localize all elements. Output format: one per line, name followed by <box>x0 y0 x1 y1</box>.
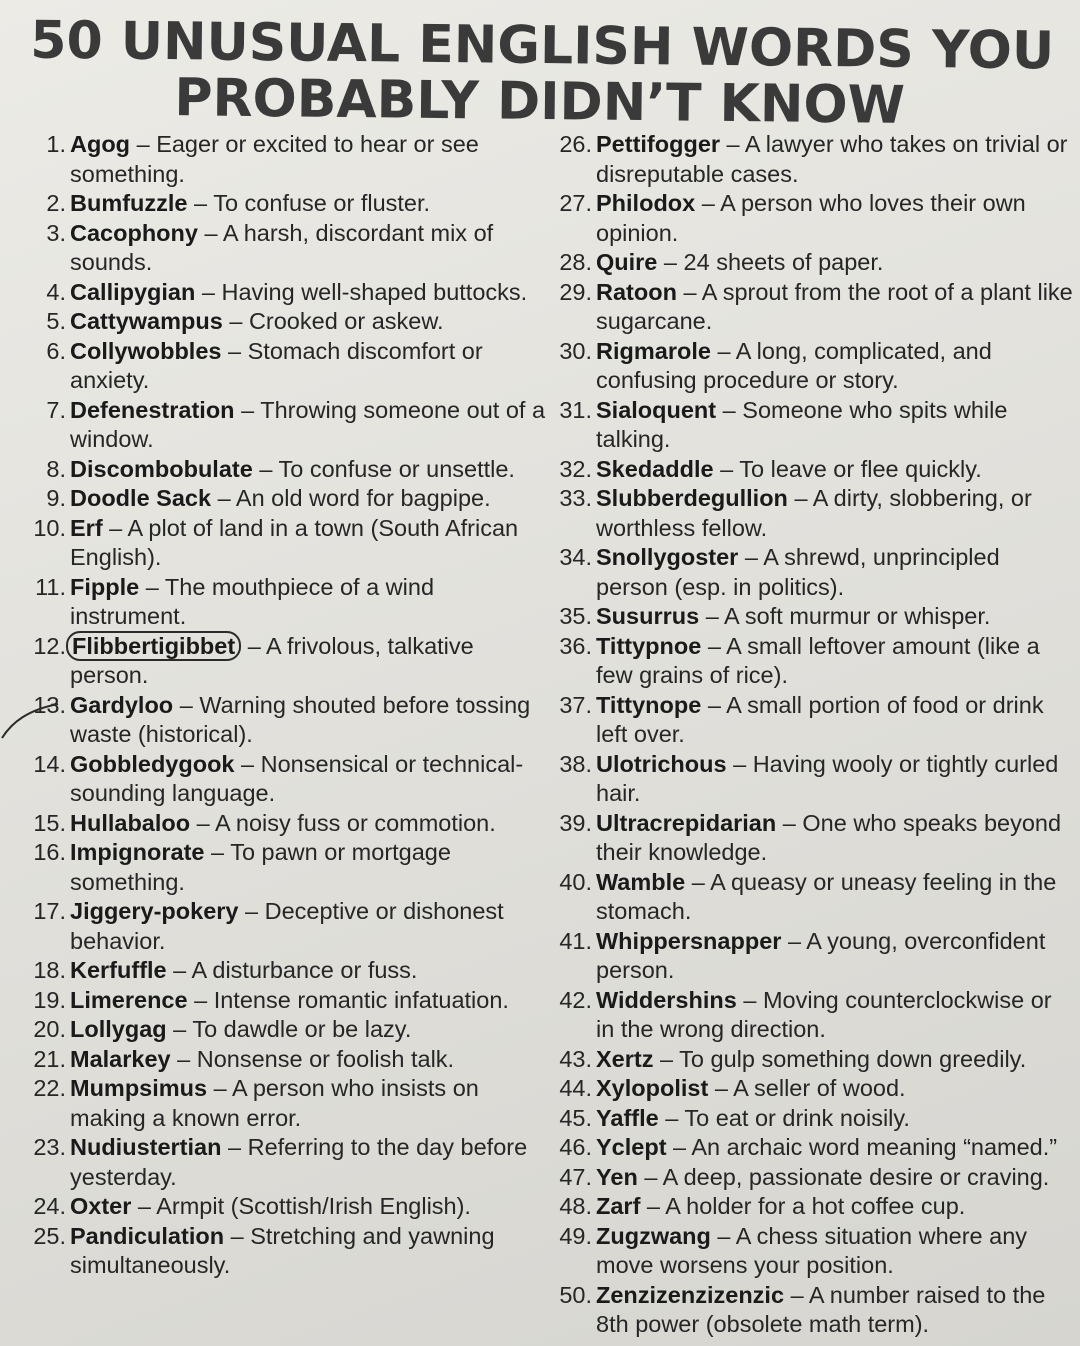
entry-definition: A small leftover amount (like a few grains of rice). <box>596 632 1040 688</box>
entry-definition: Moving counterclockwise or in the wrong direction. <box>596 986 1052 1042</box>
entry-number: 42. <box>559 986 592 1013</box>
entry-number: 3. <box>46 219 66 246</box>
entry-dash: – <box>221 337 248 364</box>
word-entry <box>548 455 1076 485</box>
entry-number: 12. <box>33 632 66 659</box>
entry-definition: Stretching and yawning simultaneously. <box>70 1222 495 1278</box>
entry-number: 44. <box>559 1075 592 1101</box>
entry-word: Lollygag <box>70 1016 167 1042</box>
entry-definition: To confuse or fluster. <box>213 190 431 216</box>
word-entry <box>22 278 552 308</box>
pen-underline-mark <box>0 700 60 740</box>
entry-word: Fipple <box>70 573 140 600</box>
entry-definition: A chess situation where any move worsens your position. <box>596 1222 1028 1278</box>
entry-dash: – <box>211 485 236 511</box>
entry-dash: – <box>207 1075 232 1101</box>
entry-dash: – <box>708 1075 734 1101</box>
entry-number: 35. <box>559 603 592 629</box>
entry-dash: – <box>187 986 214 1013</box>
entry-dash: – <box>713 455 740 482</box>
entry-dash: – <box>701 691 727 718</box>
entry-number: 2. <box>46 190 66 216</box>
entry-definition: A plot of land in a town (South African English). <box>70 514 519 570</box>
entry-definition: Having wooly or tightly curled hair. <box>596 750 1059 806</box>
entry-word: Yclept <box>596 1134 667 1160</box>
entry-dash: – <box>190 809 215 836</box>
entry-word: Nudiustertian <box>70 1134 222 1160</box>
entry-word: Zenzizenzizenzic <box>596 1281 785 1308</box>
entry-definition: One who speaks beyond their knowledge. <box>596 809 1062 865</box>
word-entry <box>22 307 552 337</box>
word-entry <box>548 602 1076 632</box>
entry-dash: – <box>784 1281 809 1308</box>
word-entry <box>22 632 552 691</box>
word-entry <box>22 1133 552 1192</box>
word-entry <box>22 219 552 278</box>
entry-dash: – <box>699 603 725 629</box>
entry-word: Philodox <box>596 190 696 216</box>
entry-dash: – <box>776 809 803 836</box>
entry-definition: A frivolous, talkative person. <box>70 632 474 688</box>
word-entry <box>22 1045 552 1075</box>
entry-number: 37. <box>559 691 592 718</box>
entry-definition: An old word for bagpipe. <box>235 485 491 511</box>
entry-word: Impignorate <box>70 839 205 865</box>
word-entry <box>548 1133 1076 1163</box>
entry-word: Mumpsimus <box>70 1075 208 1101</box>
entry-definition: Referring to the day before yesterday. <box>70 1134 528 1190</box>
entry-word: Zugzwang <box>596 1222 711 1249</box>
word-entry <box>548 484 1076 543</box>
entry-word: Doodle Sack <box>70 485 212 511</box>
entry-word: Slubberdegullion <box>596 485 788 511</box>
entry-word: Collywobbles <box>70 337 222 364</box>
entry-number: 32. <box>559 455 592 482</box>
word-entry <box>548 927 1076 986</box>
entry-word: Ultracrepidarian <box>596 809 777 836</box>
entry-number: 22. <box>33 1075 66 1101</box>
word-entry <box>22 1074 552 1133</box>
entry-dash: – <box>234 396 261 423</box>
entry-definition: A seller of wood. <box>733 1075 906 1101</box>
word-entry <box>22 455 552 485</box>
entry-definition: Someone who spits while talking. <box>596 396 1008 452</box>
entry-number: 14. <box>33 750 66 777</box>
entry-dash: – <box>701 632 727 659</box>
word-entry <box>548 130 1076 189</box>
entry-dash: – <box>204 839 231 865</box>
entry-number: 4. <box>46 278 66 305</box>
entry-number: 16. <box>33 839 66 865</box>
entry-word: Cacophony <box>70 219 198 246</box>
word-entry <box>22 956 552 986</box>
entry-number: 29. <box>559 278 592 305</box>
entry-dash: – <box>640 1193 666 1219</box>
word-entry <box>22 484 552 514</box>
word-entry <box>548 868 1076 927</box>
entry-word: Bumfuzzle <box>70 190 188 216</box>
entry-word: Hullabaloo <box>70 809 191 836</box>
word-entry <box>22 986 552 1016</box>
left-word-list <box>22 130 552 1281</box>
word-entry <box>548 1045 1076 1075</box>
entry-word: Discombobulate <box>70 455 253 482</box>
word-entry <box>548 278 1076 337</box>
entry-dash: – <box>695 190 721 216</box>
entry-dash: – <box>736 986 763 1013</box>
entry-definition: A person who insists on making a known error. <box>70 1075 479 1131</box>
entry-dash: – <box>710 337 736 364</box>
word-entry <box>22 1192 552 1222</box>
entry-word: Tittypnoe <box>596 632 702 659</box>
entry-definition: A harsh, discordant mix of sounds. <box>70 219 494 275</box>
entry-number: 13. <box>33 691 66 718</box>
word-entry <box>548 543 1076 602</box>
word-entry <box>22 1015 552 1045</box>
entry-word: Ulotrichous <box>596 750 727 777</box>
entry-definition: 24 sheets of paper. <box>683 249 884 275</box>
entry-number: 10. <box>33 514 66 541</box>
entry-dash: – <box>720 131 745 157</box>
word-entry <box>548 396 1076 455</box>
word-entry <box>22 573 552 632</box>
entry-definition: Nonsensical or technical-sounding language. <box>70 750 524 806</box>
entry-dash: – <box>130 131 157 157</box>
entry-number: 23. <box>33 1134 66 1160</box>
entry-dash: – <box>252 455 279 482</box>
entry-word: Erf <box>70 514 103 541</box>
entry-word: Defenestration <box>70 396 235 423</box>
entry-word: Whippersnapper <box>596 927 782 954</box>
entry-number: 49. <box>559 1222 592 1249</box>
entry-dash: – <box>238 898 265 924</box>
entry-word: Susurrus <box>596 603 700 629</box>
word-entry <box>22 337 552 396</box>
entry-word: Callipygian <box>70 278 196 305</box>
entry-dash: – <box>195 278 222 305</box>
entry-dash: – <box>131 1193 157 1219</box>
word-entry <box>548 691 1076 750</box>
word-entry <box>22 691 552 750</box>
word-entry <box>22 1222 552 1281</box>
word-entry <box>548 189 1076 248</box>
entry-word: Gardyloo <box>70 691 174 718</box>
entry-number: 1. <box>46 131 66 157</box>
entry-definition: To gulp something down greedily. <box>679 1045 1027 1072</box>
entry-word: Malarkey <box>70 1045 171 1072</box>
entry-word: Sialoquent <box>596 396 717 423</box>
entry-word: Pettifogger <box>596 131 721 157</box>
entry-number: 46. <box>559 1134 592 1160</box>
word-entry <box>22 750 552 809</box>
word-entry <box>548 1222 1076 1281</box>
entry-word: Kerfuffle <box>70 957 167 983</box>
entry-number: 40. <box>559 868 592 895</box>
entry-number: 31. <box>559 396 592 423</box>
entry-number: 6. <box>46 337 66 364</box>
entry-definition: To eat or drink noisily. <box>684 1104 910 1131</box>
entry-number: 45. <box>559 1104 592 1131</box>
entry-definition: To leave or flee quickly. <box>739 455 982 482</box>
entry-number: 30. <box>559 337 592 364</box>
entry-number: 15. <box>33 809 66 836</box>
entry-number: 5. <box>46 308 66 334</box>
entry-word: Quire <box>596 249 658 275</box>
entry-word: Xertz <box>596 1045 654 1072</box>
entry-dash: – <box>716 396 743 423</box>
entry-number: 50. <box>559 1281 592 1308</box>
entry-word: Gobbledygook <box>70 750 235 777</box>
entry-number: 7. <box>46 396 66 423</box>
entry-number: 34. <box>559 544 592 570</box>
entry-number: 39. <box>559 809 592 836</box>
entry-dash: – <box>221 1134 248 1160</box>
word-entry <box>22 809 552 839</box>
entry-word: Tittynope <box>596 691 702 718</box>
entry-definition: A soft murmur or whisper. <box>724 603 991 629</box>
word-entry <box>22 130 552 189</box>
entry-dash: – <box>726 750 753 777</box>
word-entry <box>548 750 1076 809</box>
entry-number: 20. <box>33 1016 66 1042</box>
entry-definition: To dawdle or be lazy. <box>192 1016 412 1042</box>
entry-dash: – <box>241 632 267 659</box>
entry-dash: – <box>653 1045 680 1072</box>
entry-dash: – <box>738 544 764 570</box>
entry-definition: A number raised to the 8th power (obsolete math term). <box>596 1281 1046 1337</box>
entry-dash: – <box>234 750 261 777</box>
page-title <box>29 10 1055 136</box>
title-line-1: 50 UNUSUAL ENGLISH WORDS YOU <box>30 10 1055 82</box>
entry-dash: – <box>637 1163 663 1190</box>
entry-definition: An archaic word meaning “named.” <box>691 1134 1058 1160</box>
entry-word: Cattywampus <box>70 308 223 334</box>
entry-number: 9. <box>46 485 66 511</box>
entry-definition: A holder for a hot coffee cup. <box>665 1193 966 1219</box>
entry-dash: – <box>166 957 192 983</box>
word-entry <box>548 337 1076 396</box>
entry-dash: – <box>139 573 165 600</box>
word-entry <box>548 1163 1076 1193</box>
entry-word: Jiggery-pokery <box>70 898 239 924</box>
word-entry <box>548 1281 1076 1340</box>
entry-number: 19. <box>33 986 66 1013</box>
entry-definition: Deceptive or dishonest behavior. <box>70 898 504 954</box>
entry-word: Flibbertigibbet <box>66 631 241 661</box>
entry-number: 28. <box>559 249 592 275</box>
entry-definition: A dirty, slobbering, or worthless fellow. <box>596 485 1032 541</box>
entry-number: 18. <box>33 957 66 983</box>
word-entry <box>548 632 1076 691</box>
entry-word: Yen <box>596 1163 638 1190</box>
entry-word: Widdershins <box>596 986 737 1013</box>
entry-definition: A shrewd, unprincipled person (esp. in politics). <box>596 544 1000 600</box>
entry-word: Ratoon <box>596 278 677 305</box>
word-entry <box>548 1192 1076 1222</box>
entry-definition: A young, overconfident person. <box>596 927 1046 983</box>
entry-dash: – <box>658 1104 685 1131</box>
entry-definition: A lawyer who takes on trivial or disreputable cases. <box>596 131 1068 187</box>
entry-definition: To pawn or mortgage something. <box>70 839 451 895</box>
word-entry <box>22 189 552 219</box>
entry-definition: A sprout from the root of a plant like sugarcane. <box>596 278 1073 334</box>
word-entry <box>548 248 1076 278</box>
entry-dash: – <box>197 219 223 246</box>
entry-definition: To confuse or unsettle. <box>278 455 515 482</box>
entry-definition: A queasy or uneasy feeling in the stomach. <box>596 868 1057 924</box>
entry-dash: – <box>666 1134 692 1160</box>
entry-definition: Stomach discomfort or anxiety. <box>70 337 483 393</box>
entry-word: Agog <box>70 131 131 157</box>
entry-definition: Throwing someone out of a window. <box>70 396 546 452</box>
entry-word: Rigmarole <box>596 337 711 364</box>
entry-definition: A disturbance or fuss. <box>191 957 418 983</box>
entry-dash: – <box>676 278 702 305</box>
entry-word: Pandiculation <box>70 1222 225 1249</box>
entry-word: Limerence <box>70 986 188 1013</box>
entry-number: 43. <box>559 1045 592 1072</box>
entry-dash: – <box>224 1222 251 1249</box>
title-line-2: PROBABLY DIDN’T KNOW <box>174 68 906 136</box>
entry-number: 47. <box>559 1163 592 1190</box>
entry-definition: Armpit (Scottish/Irish English). <box>156 1193 471 1219</box>
entry-dash: – <box>222 308 249 334</box>
entry-word: Wamble <box>596 868 686 895</box>
entry-dash: – <box>173 691 200 718</box>
word-entry <box>22 514 552 573</box>
entry-number: 36. <box>559 632 592 659</box>
entry-word: Skedaddle <box>596 455 714 482</box>
entry-definition: Crooked or askew. <box>248 308 444 334</box>
entry-dash: – <box>187 190 214 216</box>
entry-number: 27. <box>559 190 592 216</box>
entry-number: 41. <box>559 927 592 954</box>
entry-dash: – <box>166 1016 193 1042</box>
entry-number: 11. <box>35 573 66 600</box>
entry-number: 48. <box>559 1193 592 1219</box>
entry-dash: – <box>781 927 807 954</box>
entry-definition: A deep, passionate desire or craving. <box>662 1163 1050 1190</box>
entry-word: Xylopolist <box>596 1075 709 1101</box>
entry-word: Yaffle <box>596 1104 659 1131</box>
entry-word: Snollygoster <box>596 544 739 570</box>
entry-dash: – <box>102 514 128 541</box>
entry-number: 38. <box>559 750 592 777</box>
right-word-list <box>548 130 1076 1340</box>
word-entry <box>22 396 552 455</box>
entry-number: 21. <box>33 1045 66 1072</box>
entry-number: 26. <box>559 131 592 157</box>
entry-number: 25. <box>33 1222 66 1249</box>
entry-dash: – <box>685 868 711 895</box>
word-entry <box>548 986 1076 1045</box>
entry-definition: Warning shouted before tossing waste (historical). <box>70 691 531 747</box>
entry-dash: – <box>710 1222 736 1249</box>
word-entry <box>548 809 1076 868</box>
entry-word: Zarf <box>596 1193 641 1219</box>
entry-definition: A long, complicated, and confusing procedure or story. <box>596 337 992 393</box>
entry-definition: Eager or excited to hear or see something. <box>70 131 479 187</box>
entry-word: Oxter <box>70 1193 132 1219</box>
entry-definition: A person who loves their own opinion. <box>596 190 1026 246</box>
entry-number: 17. <box>33 898 66 924</box>
entry-definition: The mouthpiece of a wind instrument. <box>70 573 435 629</box>
entry-dash: – <box>787 485 813 511</box>
word-entry <box>22 897 552 956</box>
entry-number: 24. <box>33 1193 66 1219</box>
entry-definition: Nonsense or foolish talk. <box>196 1045 455 1072</box>
entry-dash: – <box>170 1045 197 1072</box>
entry-number: 33. <box>559 485 592 511</box>
entry-definition: Having well-shaped buttocks. <box>221 278 528 305</box>
entry-definition: A small portion of food or drink left over. <box>596 691 1044 747</box>
entry-definition: A noisy fuss or commotion. <box>214 809 496 836</box>
word-entry <box>22 838 552 897</box>
word-entry <box>548 1074 1076 1104</box>
entry-number: 8. <box>46 455 66 482</box>
word-entry <box>548 1104 1076 1134</box>
entry-dash: – <box>657 249 684 275</box>
entry-definition: Intense romantic infatuation. <box>213 986 509 1013</box>
